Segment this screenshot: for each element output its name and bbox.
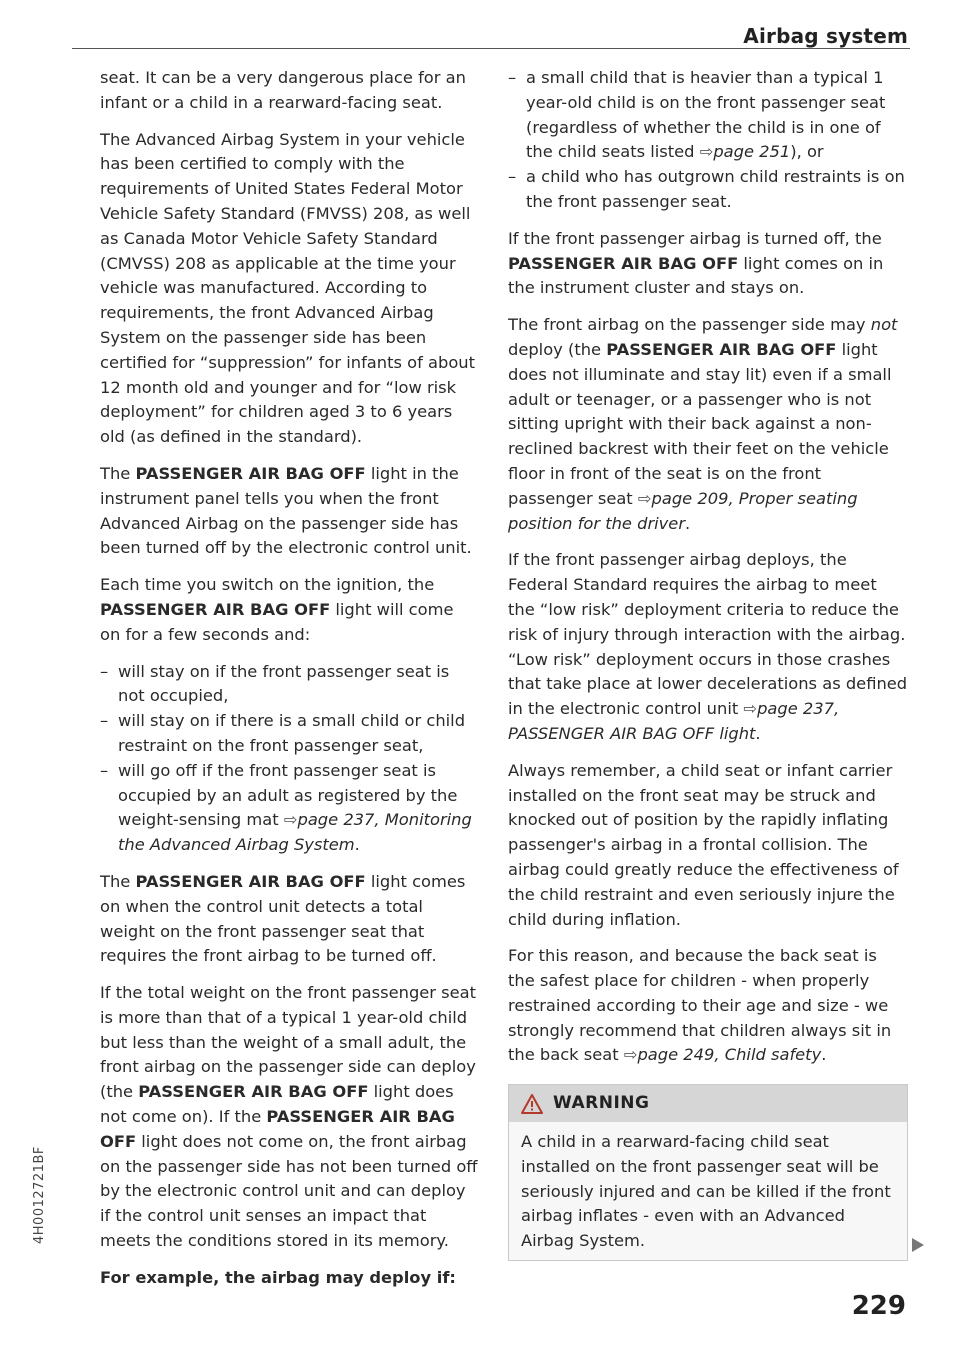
continue-arrow-icon	[912, 1238, 924, 1252]
page-reference-link[interactable]: page 237, Monitoring the Advanced Airbag System	[118, 810, 472, 855]
light-name: PASSENGER AIR BAG OFF	[135, 463, 366, 483]
deploy-conditions-list	[508, 66, 908, 215]
reference-arrow-icon: ⇨	[699, 142, 714, 162]
page-reference-link[interactable]: page 249, Child safety	[637, 1045, 822, 1065]
list-item: – a small child that is heavier than a typical 1 year-old child is on the front passenger seat (regardless of whether the child is in one of the child seats listed ⇨page 251), or	[508, 66, 908, 165]
page-reference-link[interactable]: page 209, Proper seating position for the driver	[508, 488, 858, 533]
light-name: PASSENGER AIR BAG OFF	[100, 1107, 455, 1151]
paragraph: The Advanced Airbag System in your vehicle has been certified to comply with the requirements of United States Federal Motor Vehicle Safety Standard (FMVSS) 208, as well as Canada Motor Vehicle Safety Standard (CMVSS) 208 as applicable at the time your vehicle was manufactured. According to requirements, the front Advanced Airbag System on the passenger side has been certified for “suppression” for infants of about 12 month old and younger and for “low risk deployment” for children aged 3 to 6 years old (as defined in the standard).	[100, 129, 475, 447]
warning-title: WARNING	[553, 1093, 650, 1114]
paragraph: If the total weight on the front passenger seat is more than that of a typical 1 year-old child but less than the weight of a small adult, the front airbag on the passenger side can deploy (the PASSENGER AIR BAG OFF light does not come on). If the PASSENGER AIR BAG OFF light does not come on, the front airbag on the passenger side has not been turned off by the electronic control unit and can deploy if the control unit senses an impact that meets the conditions stored in its memory.	[100, 983, 478, 1251]
page-reference-link[interactable]: page 237, PASSENGER AIR BAG OFF light	[508, 699, 840, 743]
header-rule	[72, 48, 910, 49]
paragraph: Always remember, a child seat or infant carrier installed on the front seat may be struck and knocked out of position by the rapidly inflating passenger's airbag in a frontal collision. The airbag could greatly reduce the effectiveness of the child restraint and even seriously injure the child during inflation.	[508, 760, 899, 929]
reference-arrow-icon: ⇨	[743, 699, 758, 719]
warning-triangle-icon	[521, 1094, 543, 1114]
light-name: PASSENGER AIR BAG OFF	[138, 1082, 369, 1102]
warning-box	[508, 1084, 908, 1261]
light-name: PASSENGER AIR BAG OFF	[100, 599, 331, 619]
left-column	[100, 66, 478, 1303]
page-number: 229	[851, 1291, 906, 1321]
light-name: PASSENGER AIR BAG OFF	[508, 253, 739, 273]
paragraph: If the front passenger airbag is turned off, the PASSENGER AIR BAG OFF light comes on in the instrument cluster and stays on.	[508, 228, 884, 298]
list-item: – a child who has outgrown child restraints is on the front passenger seat.	[508, 165, 908, 215]
document-code: 4H0012721BF	[32, 1146, 47, 1244]
paragraph: The PASSENGER AIR BAG OFF light comes on when the control unit detects a total weight on the front passenger seat that requires the front airbag to be turned off.	[100, 871, 466, 966]
paragraph: The front airbag on the passenger side may not deploy (the PASSENGER AIR BAG OFF light does not illuminate and stay lit) even if a small adult or teenager, or a passenger who is not sitting upright with their back against a non-reclined backrest with their feet on the vehicle floor in front of the seat is on the front passenger seat ⇨page 209, Proper seating position for the driver.	[508, 315, 898, 533]
reference-arrow-icon: ⇨	[283, 810, 298, 830]
light-name: PASSENGER AIR BAG OFF	[135, 871, 366, 891]
reference-arrow-icon: ⇨	[637, 488, 652, 508]
paragraph: For this reason, and because the back seat is the safest place for children - when properly restrained according to their age and size - we strongly recommend that children always sit in the back seat ⇨page 249, Child safety.	[508, 946, 892, 1065]
warning-header	[509, 1085, 907, 1122]
list-item: – will go off if the front passenger seat is occupied by an adult as registered by the weight-sensing mat ⇨page 237, Monitoring the Advanced Airbag System.	[100, 759, 478, 858]
paragraph: seat. It can be a very dangerous place for an infant or a child in a rearward-facing seat.	[100, 68, 466, 112]
list-item: – will stay on if there is a small child or child restraint on the front passenger seat,	[100, 709, 478, 759]
page-reference-link[interactable]: page 251	[713, 142, 791, 162]
paragraph: If the front passenger airbag deploys, the Federal Standard requires the airbag to meet the “low risk” deployment criteria to reduce the risk of injury through interaction with the airbag. “Low risk” deployment occurs in those crashes that take place at lower decelerations as defined in the electronic control unit ⇨page 237, PASSENGER AIR BAG OFF light.	[508, 550, 908, 743]
reference-arrow-icon: ⇨	[623, 1045, 638, 1065]
section-title: Airbag system	[743, 24, 908, 48]
warning-text: A child in a rearward-facing child seat installed on the front passenger seat will be seriously injured and can be killed if the front airbag inflates - even with an Advanced Airbag System.	[521, 1132, 891, 1251]
list-item: – will stay on if the front passenger seat is not occupied,	[100, 660, 478, 710]
light-name: PASSENGER AIR BAG OFF	[606, 339, 837, 359]
right-column	[508, 66, 908, 1261]
subheading: For example, the airbag may deploy if:	[100, 1267, 456, 1287]
paragraph: The PASSENGER AIR BAG OFF light in the instrument panel tells you when the front Advanced Airbag on the passenger side has been turned off by the electronic control unit.	[100, 463, 472, 558]
paragraph: Each time you switch on the ignition, the PASSENGER AIR BAG OFF light will come on for a few seconds and:	[100, 575, 454, 644]
condition-list	[100, 660, 478, 858]
